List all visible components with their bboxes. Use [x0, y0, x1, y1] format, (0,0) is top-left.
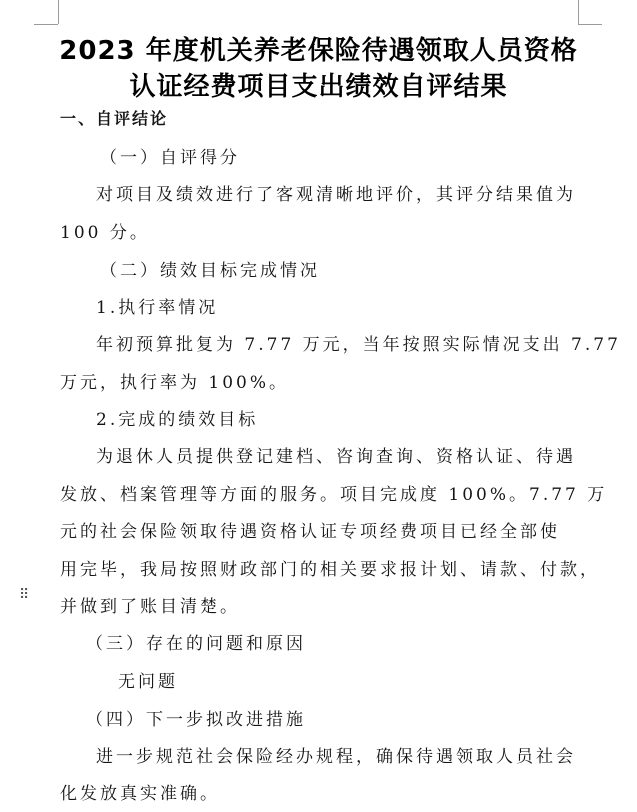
paragraph-line: 年初预算批复为 7.77 万元，当年按照实际情况支出 7.77 [96, 335, 621, 355]
crop-mark-top-left-vertical [58, 0, 59, 24]
document-title-line-2: 认证经费项目支出绩效自评结果 [129, 72, 508, 102]
paragraph-line: 元的社会保险领取待遇资格认证专项经费项目已经全部使 [60, 522, 560, 542]
paragraph-line: 进一步规范社会保险经办规程，确保待遇领取人员社会 [96, 747, 576, 767]
item-heading-execution-rate: 1.执行率情况 [96, 298, 219, 318]
subsection-heading-score: （一）自评得分 [100, 148, 240, 168]
drag-handle-icon[interactable]: ⠿ [19, 587, 30, 603]
subsection-heading-improvements: （四）下一步拟改进措施 [86, 710, 306, 730]
paragraph-line: 用完毕，我局按照财政部门的相关要求报计划、请款、付款， [60, 560, 600, 580]
paragraph-line: 发放、档案管理等方面的服务。项目完成度 100%。7.77 万 [60, 485, 608, 505]
paragraph-line: 万元，执行率为 100%。 [60, 373, 290, 393]
document-title-line-1: 2023 年度机关养老保险待遇领取人员资格 [59, 36, 578, 66]
paragraph-line: 并做到了账目清楚。 [60, 597, 240, 617]
crop-mark-top-right-vertical [578, 0, 579, 24]
paragraph-line: 为退休人员提供登记建档、咨询查询、资格认证、待遇 [96, 447, 576, 467]
crop-mark-top-left-horizontal [34, 24, 58, 25]
section-heading-conclusion: 一、自评结论 [60, 109, 169, 128]
paragraph-line: 化发放真实准确。 [60, 784, 220, 804]
subsection-heading-goal-completion: （二）绩效目标完成情况 [100, 261, 320, 281]
subsection-heading-problems: （三）存在的问题和原因 [86, 634, 306, 654]
crop-mark-top-right-horizontal [578, 24, 602, 25]
paragraph-line: 对项目及绩效进行了客观清晰地评价，其评分结果值为 [96, 185, 576, 205]
paragraph-line: 无问题 [118, 672, 178, 692]
paragraph-line: 100 分。 [60, 223, 150, 243]
item-heading-completed-goals: 2.完成的绩效目标 [96, 410, 259, 430]
